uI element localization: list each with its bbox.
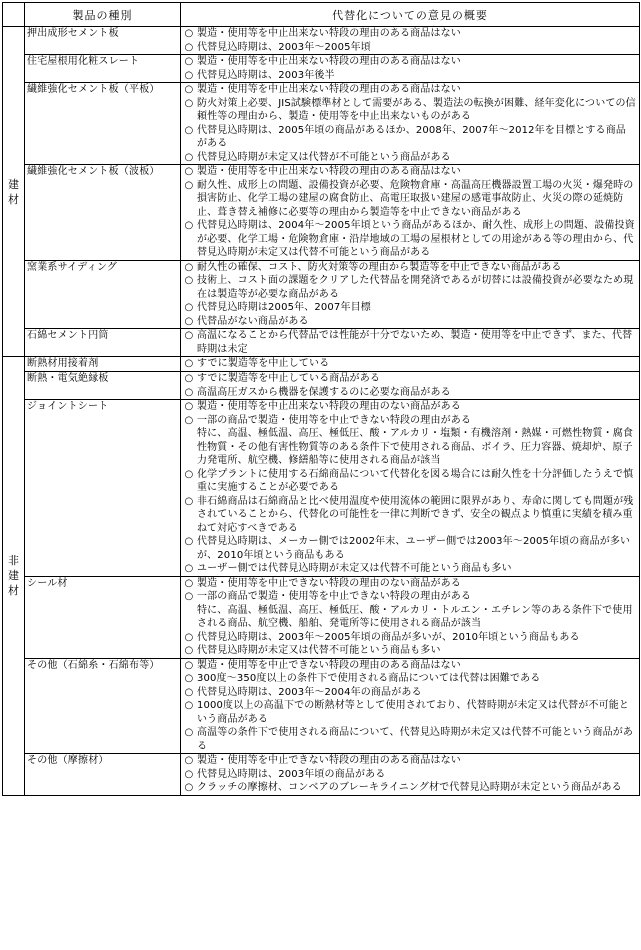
opinion-text: 300度～350度以上の条件下で使用される商品については代替は困難である [197, 673, 541, 684]
circle-bullet-icon: ○ [184, 315, 194, 327]
opinion-item [181, 577, 639, 591]
circle-bullet-icon: ○ [184, 302, 194, 313]
circle-bullet-icon: ○ [184, 536, 194, 547]
opinion-item [181, 781, 639, 795]
opinion-item [181, 414, 639, 428]
circle-bullet-icon: ○ [184, 386, 194, 398]
opinion-text: 高温になることから代替品では性能が十分でないため、製造・使用等を中止できず、また、代替時期は未定 [197, 330, 633, 355]
opinion-text: 高温等の条件下で使用される商品について、代替見込時期が未定又は代替不可能という商品がある [197, 727, 634, 752]
opinion-item [181, 329, 639, 356]
opinion-text: 代替見込時期が未定又は代替不可能という商品も多い [197, 645, 441, 656]
product-type-cell: ジョイントシート [25, 400, 181, 577]
opinion-item [181, 386, 639, 400]
circle-bullet-icon: ○ [184, 84, 194, 95]
opinion-text: 代替見込時期は、メーカー側では2002年末、ユーザー側では2003年～2005年頃の商品が多いが、2010年頃という商品もある [197, 536, 631, 561]
table-body [3, 27, 640, 796]
product-type-cell: 繊維強化セメント板（平板） [25, 83, 181, 165]
opinion-text: 代替見込時期は、2005年頃の商品があるほか、2008年、2007年～2012年を目標とする商品がある [197, 124, 626, 149]
product-type-cell: 石綿セメント円筒 [25, 329, 181, 357]
opinion-cell [181, 165, 640, 261]
circle-bullet-icon: ○ [184, 166, 194, 177]
opinion-subtext: 特に、高温、極低温、高圧、極低圧、酸・アルカリ・塩類・有機溶剤・熱媒・可燃性物質・腐食性物質・その他有害性物質等のある条件下で使用される商品、ボイラ、圧力容器、焼却炉、原子力発電所、航空機、修繕船等に使用される商品が該当 [197, 428, 634, 466]
opinion-item [181, 644, 639, 658]
opinion-text: クラッチの摩擦材、コンベアのブレーキライニング材で代替見込時期が未定という商品がある [197, 782, 622, 793]
opinion-item [181, 124, 639, 151]
opinion-item [181, 301, 639, 315]
circle-bullet-icon: ○ [184, 591, 194, 602]
circle-bullet-icon: ○ [184, 495, 194, 507]
opinion-text: 一部の商品で製造・使用等を中止できない特段の理由がある [197, 414, 472, 426]
circle-bullet-icon: ○ [184, 69, 194, 81]
opinion-text: 製造・使用等を中止できない特段の理由のある商品はない [197, 659, 461, 671]
opinion-text: 製造・使用等を中止出来ない特段の理由のない商品がある [197, 401, 461, 412]
circle-bullet-icon: ○ [184, 56, 194, 67]
opinion-item [181, 69, 639, 83]
circle-bullet-icon: ○ [184, 700, 194, 711]
product-type-cell: シール材 [25, 576, 181, 658]
product-type-cell: 断熱・電気絶縁板 [25, 372, 181, 400]
opinion-cell [181, 27, 640, 55]
opinion-item [181, 41, 639, 55]
product-type-cell: 住宅屋根用化粧スレート [25, 55, 181, 83]
opinion-item [181, 165, 639, 179]
product-type-cell: 窯業系サイディング [25, 260, 181, 329]
opinion-cell [181, 55, 640, 83]
opinion-text: 代替見込時期は、2003年～2005年頃 [197, 41, 371, 53]
opinion-text: 一部の商品で製造・使用等を中止できない特段の理由がある [197, 591, 472, 602]
circle-bullet-icon: ○ [184, 358, 194, 369]
opinion-cell [181, 83, 640, 165]
opinion-item [181, 535, 639, 562]
table-row [3, 165, 640, 261]
category-cell [3, 27, 25, 357]
opinion-text: 1000度以上の高温下での断熱材等として使用されており、代替時期が未定又は代替が不可能という商品がある [197, 700, 630, 725]
table-row [3, 329, 640, 357]
opinion-item [181, 219, 639, 260]
circle-bullet-icon: ○ [184, 97, 194, 109]
opinion-text: 高温高圧ガスから機器を保護するのに必要な商品がある [197, 386, 451, 398]
opinion-item [181, 686, 639, 700]
circle-bullet-icon: ○ [184, 645, 194, 656]
opinion-item [181, 274, 639, 301]
circle-bullet-icon: ○ [184, 686, 194, 698]
opinion-item [181, 672, 639, 686]
opinion-item [181, 97, 639, 124]
opinion-cell [181, 658, 640, 754]
product-type-cell: その他（摩擦材） [25, 754, 181, 796]
opinion-text: 防火対策上必要、JIS試験標準材として需要がある、製造法の転換が困難、経年変化についての信頼性等の理由から、製造・使用等を中止出来ないものがある [197, 97, 636, 122]
opinion-item [181, 631, 639, 645]
opinion-item [181, 261, 639, 275]
opinion-item [181, 372, 639, 386]
circle-bullet-icon: ○ [184, 768, 194, 780]
opinion-item [181, 562, 639, 576]
circle-bullet-icon: ○ [184, 755, 194, 766]
opinion-text: 代替見込時期は、2004年～2005年頃という商品があるほか、耐久性、成形上の問題、設備投資が必要、化学工場・危険物倉庫・沿岸地域の工場の屋根材としての用途がある等の理由から、代替見込時期が未定又は代替不可能という商品がある [197, 220, 635, 258]
product-type-cell: 押出成形セメント板 [25, 27, 181, 55]
circle-bullet-icon: ○ [184, 659, 194, 671]
opinion-text: 製造・使用等を中止出来ない特段の理由のある商品はない [197, 84, 461, 95]
opinion-item [181, 179, 639, 220]
table-row [3, 83, 640, 165]
opinion-item [181, 659, 639, 673]
table-row [3, 357, 640, 372]
circle-bullet-icon: ○ [184, 124, 194, 136]
table-header-row [3, 3, 640, 27]
table-row [3, 372, 640, 400]
category-label: 建材 [8, 177, 19, 206]
opinion-text: 代替見込時期は、2003年後半 [197, 69, 335, 81]
opinion-item [181, 400, 639, 414]
circle-bullet-icon: ○ [184, 563, 194, 574]
opinion-item [181, 83, 639, 97]
circle-bullet-icon: ○ [184, 28, 194, 39]
opinion-text: 化学プラントに使用する石綿商品について代替化を図る場合には耐久性を十分評価したうえで慎重に実施することが必要である [197, 468, 634, 493]
opinion-item [181, 699, 639, 726]
opinion-text: 代替見込時期は、2003年～2004年の商品がある [197, 686, 422, 698]
opinion-text: ユーザー側では代替見込時期が未定又は代替不可能という商品も多い [197, 563, 512, 574]
opinion-cell [181, 576, 640, 658]
category-cell [3, 357, 25, 796]
opinion-item [181, 357, 639, 371]
opinion-item [181, 754, 639, 768]
opinion-item [181, 27, 639, 41]
opinion-item [181, 468, 639, 495]
opinion-text: 代替見込時期は、2003年頃の商品がある [197, 768, 386, 780]
circle-bullet-icon: ○ [184, 261, 194, 273]
opinion-item [181, 495, 639, 536]
opinion-text: 耐久性、成形上の問題、設備投資が必要、危険物倉庫・高温高圧機器設置工場の火災・爆発時の損害防止、化学工場の建屋の腐食防止、高電圧取扱い建屋の感電事故防止、火災の際の延焼防止、葺き替え補修に必要等の理由から製造等を中止できない商品がある [197, 179, 634, 218]
product-type-cell: 繊維強化セメント板（波板） [25, 165, 181, 261]
circle-bullet-icon: ○ [184, 330, 194, 341]
circle-bullet-icon: ○ [184, 151, 194, 163]
opinion-text: 耐久性の確保、コスト、防火対策等の理由から製造等を中止できない商品がある [197, 261, 562, 273]
opinion-cell [181, 754, 640, 796]
opinion-text: 代替見込時期は、2003年～2005年頃の商品が多いが、2010年頃という商品もある [197, 631, 580, 643]
circle-bullet-icon: ○ [184, 631, 194, 643]
table-row [3, 754, 640, 796]
opinion-text: 技術上、コスト面の課題をクリアした代替品を開発済であるが切替には設備投資が必要なため現在は製造等が必要な商品がある [197, 275, 634, 300]
circle-bullet-icon: ○ [184, 577, 194, 589]
opinion-cell [181, 357, 640, 372]
asbestos-substitution-table [2, 2, 640, 796]
opinion-subtext: 特に、高温、極低温、高圧、極低圧、酸・アルカリ・トルエン・エチレン等のある条件下で使用される商品、航空機、船舶、発電所等に使用される商品が該当 [197, 604, 633, 629]
circle-bullet-icon: ○ [184, 673, 194, 684]
table-row [3, 55, 640, 83]
opinion-item [181, 151, 639, 165]
opinion-item [181, 55, 639, 69]
table-row [3, 260, 640, 329]
opinion-text: 製造・使用等を中止出来ない特段の理由のある商品はない [197, 166, 461, 177]
opinion-cell [181, 372, 640, 400]
product-type-cell: その他（石綿糸・石綿布等） [25, 658, 181, 754]
opinion-item [181, 768, 639, 782]
table-row [3, 658, 640, 754]
opinion-item [181, 315, 639, 329]
opinion-cell [181, 260, 640, 329]
opinion-text: 非石綿商品は石綿商品と比べ使用温度や使用流体の範囲に限界があり、寿命に関しても問題が残されていることから、代替化の可能性を一律に判断できず、安全の観点より慎重に実績を積み重ねて対応すべきである [197, 495, 634, 534]
table-row [3, 576, 640, 658]
circle-bullet-icon: ○ [184, 179, 194, 191]
circle-bullet-icon: ○ [184, 220, 194, 231]
opinion-text: 代替見込時期は2005年、2007年目標 [197, 302, 371, 313]
circle-bullet-icon: ○ [184, 275, 194, 286]
opinion-item [181, 590, 639, 604]
circle-bullet-icon: ○ [184, 373, 194, 384]
table-row [3, 400, 640, 577]
opinion-text: 製造・使用等を中止出来ない特段の理由のある商品はない [197, 56, 461, 67]
circle-bullet-icon: ○ [184, 401, 194, 412]
circle-bullet-icon: ○ [184, 468, 194, 480]
opinion-text: すでに製造等を中止している商品がある [197, 373, 380, 384]
opinion-cell [181, 400, 640, 577]
table-row [3, 27, 640, 55]
opinion-text: 製造・使用等を中止できない特段の理由のある商品はない [197, 755, 461, 766]
opinion-text: 製造・使用等を中止できない特段の理由のない商品がある [197, 577, 461, 589]
opinion-item [181, 726, 639, 753]
opinion-text: 代替品がない商品がある [197, 315, 309, 327]
header-opinion-summary: 代替化についての意見の概要 [181, 3, 640, 27]
circle-bullet-icon: ○ [184, 727, 194, 738]
header-blank [3, 3, 25, 27]
circle-bullet-icon: ○ [184, 414, 194, 426]
header-product-type: 製品の種別 [25, 3, 181, 27]
product-type-cell: 断熱材用接着剤 [25, 357, 181, 372]
opinion-text: 代替見込時期が未定又は代替が不可能という商品がある [197, 151, 451, 163]
opinion-text: すでに製造等を中止している [197, 358, 330, 369]
category-label: 非建材 [8, 554, 19, 598]
opinion-cell [181, 329, 640, 357]
opinion-text: 製造・使用等を中止出来ない特段の理由のある商品はない [197, 28, 461, 39]
circle-bullet-icon: ○ [184, 41, 194, 53]
circle-bullet-icon: ○ [184, 782, 194, 793]
